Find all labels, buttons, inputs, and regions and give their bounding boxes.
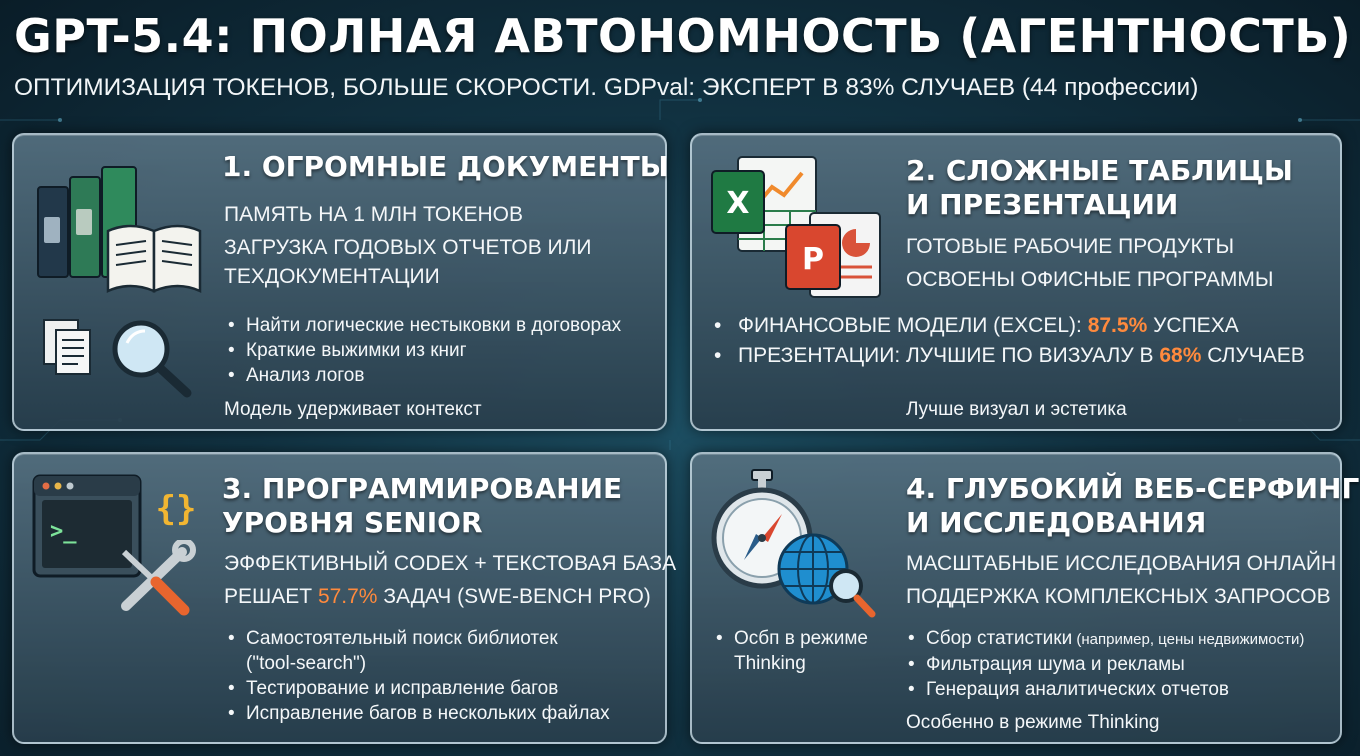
svg-text:P: P	[802, 242, 824, 277]
list-item: • ПРЕЗЕНТАЦИИ: ЛУЧШИЕ ПО ВИЗУАЛУ В 68% СЛУЧАЕВ	[712, 341, 1305, 371]
panel-2-bullets	[712, 311, 1305, 371]
list-item: • Тестирование и исправление багов	[226, 676, 610, 701]
page-title: GPT-5.4: ПОЛНАЯ АВТОНОМНОСТЬ (АГЕНТНОСТЬ)	[14, 9, 1352, 63]
panel-3-caption-2: РЕШАЕТ 57.7% ЗАДАЧ (SWE-BENCH PRO)	[224, 585, 651, 608]
panel-4-note: Особенно в режиме Thinking	[906, 712, 1160, 733]
open-book-icon	[104, 217, 204, 297]
presentation-win-value: 68%	[1159, 344, 1202, 367]
panel-3-bullets	[226, 626, 610, 726]
panel-4-heading-line-1: 4. ГЛУБОКИЙ ВЕБ-СЕРФИНГ	[906, 472, 1360, 505]
panel-4-bullets	[906, 626, 1304, 702]
swe-bench-value: 57.7%	[317, 585, 378, 608]
list-item: • ФИНАНСОВЫЕ МОДЕЛИ (EXCEL): 87.5% УСПЕХА	[712, 311, 1305, 341]
documents-icon	[42, 318, 104, 384]
list-item: • Самостоятельный поиск библиотек ("tool-search")	[226, 626, 610, 676]
panel-1-caption-3: ТЕХДОКУМЕНТАЦИИ	[224, 265, 440, 288]
list-item: • Фильтрация шума и рекламы	[906, 652, 1304, 677]
panel-2-heading-line-2: И ПРЕЗЕНТАЦИИ	[906, 188, 1179, 221]
panel-4-heading-line-2: И ИССЛЕДОВАНИЯ	[906, 506, 1207, 539]
svg-text:X: X	[726, 186, 750, 221]
panel-senior-programming	[12, 452, 677, 744]
panel-1-caption-2: ЗАГРУЗКА ГОДОВЫХ ОТЧЕТОВ ИЛИ	[224, 236, 592, 259]
panel-2-heading-line-1: 2. СЛОЖНЫЕ ТАБЛИЦЫ	[906, 154, 1293, 187]
panel-1-heading: 1. ОГРОМНЫЕ ДОКУМЕНТЫ	[222, 150, 669, 183]
list-item: • Исправление багов в нескольких файлах	[226, 701, 610, 726]
panel-4-side-bullets	[714, 626, 868, 676]
panel-huge-documents	[12, 133, 667, 431]
panel-3-heading-line-1: 3. ПРОГРАММИРОВАНИЕ	[222, 472, 623, 505]
page-subtitle: ОПТИМИЗАЦИЯ ТОКЕНОВ, БОЛЬШЕ СКОРОСТИ. GDPval: ЭКСПЕРТ В 83% СЛУЧАЕВ (44 профессии)	[14, 74, 1199, 101]
braces-icon	[148, 478, 204, 534]
panel-2-note: Лучше визуал и эстетика	[906, 399, 1127, 420]
panel-1-bullets	[226, 313, 621, 388]
tools-icon	[112, 540, 198, 620]
panel-2-caption-2: ОСВОЕНЫ ОФИСНЫЕ ПРОГРАММЫ	[906, 268, 1274, 291]
list-item: • Найти логические нестыковки в договорах	[226, 313, 621, 338]
panel-1-note: Модель удерживает контекст	[224, 399, 482, 420]
magnifier-icon	[826, 566, 878, 620]
magnifier-icon	[109, 317, 194, 399]
list-item: • Сбор статистики (например, цены недвижимости)	[906, 626, 1304, 652]
svg-text:{}: {}	[155, 489, 197, 529]
panel-4-caption-2: ПОДДЕРЖКА КОМПЛЕКСНЫХ ЗАПРОСОВ	[906, 585, 1331, 608]
svg-text:>_: >_	[50, 519, 77, 544]
panel-3-caption-1: ЭФФЕКТИВНЫЙ CODEX + ТЕКСТОВАЯ БАЗА	[224, 552, 677, 575]
list-item: • Осбп в режиме Thinking	[714, 626, 868, 676]
panel-1-caption-1: ПАМЯТЬ НА 1 МЛН ТОКЕНОВ	[224, 203, 523, 226]
panel-4-caption-1: МАСШТАБНЫЕ ИССЛЕДОВАНИЯ ОНЛАЙН	[906, 552, 1337, 575]
list-item: • Генерация аналитических отчетов	[906, 677, 1304, 702]
excel-success-value: 87.5%	[1087, 314, 1148, 337]
list-item: • Анализ логов	[226, 363, 621, 388]
panel-3-heading-line-2: УРОВНЯ SENIOR	[222, 506, 483, 539]
list-item: • Краткие выжимки из книг	[226, 338, 621, 363]
panel-2-caption-1: ГОТОВЫЕ РАБОЧИЕ ПРОДУКТЫ	[906, 235, 1235, 258]
panel-tables-presentations	[690, 133, 1342, 431]
powerpoint-icon	[784, 209, 884, 303]
panel-web-research	[690, 452, 1360, 744]
